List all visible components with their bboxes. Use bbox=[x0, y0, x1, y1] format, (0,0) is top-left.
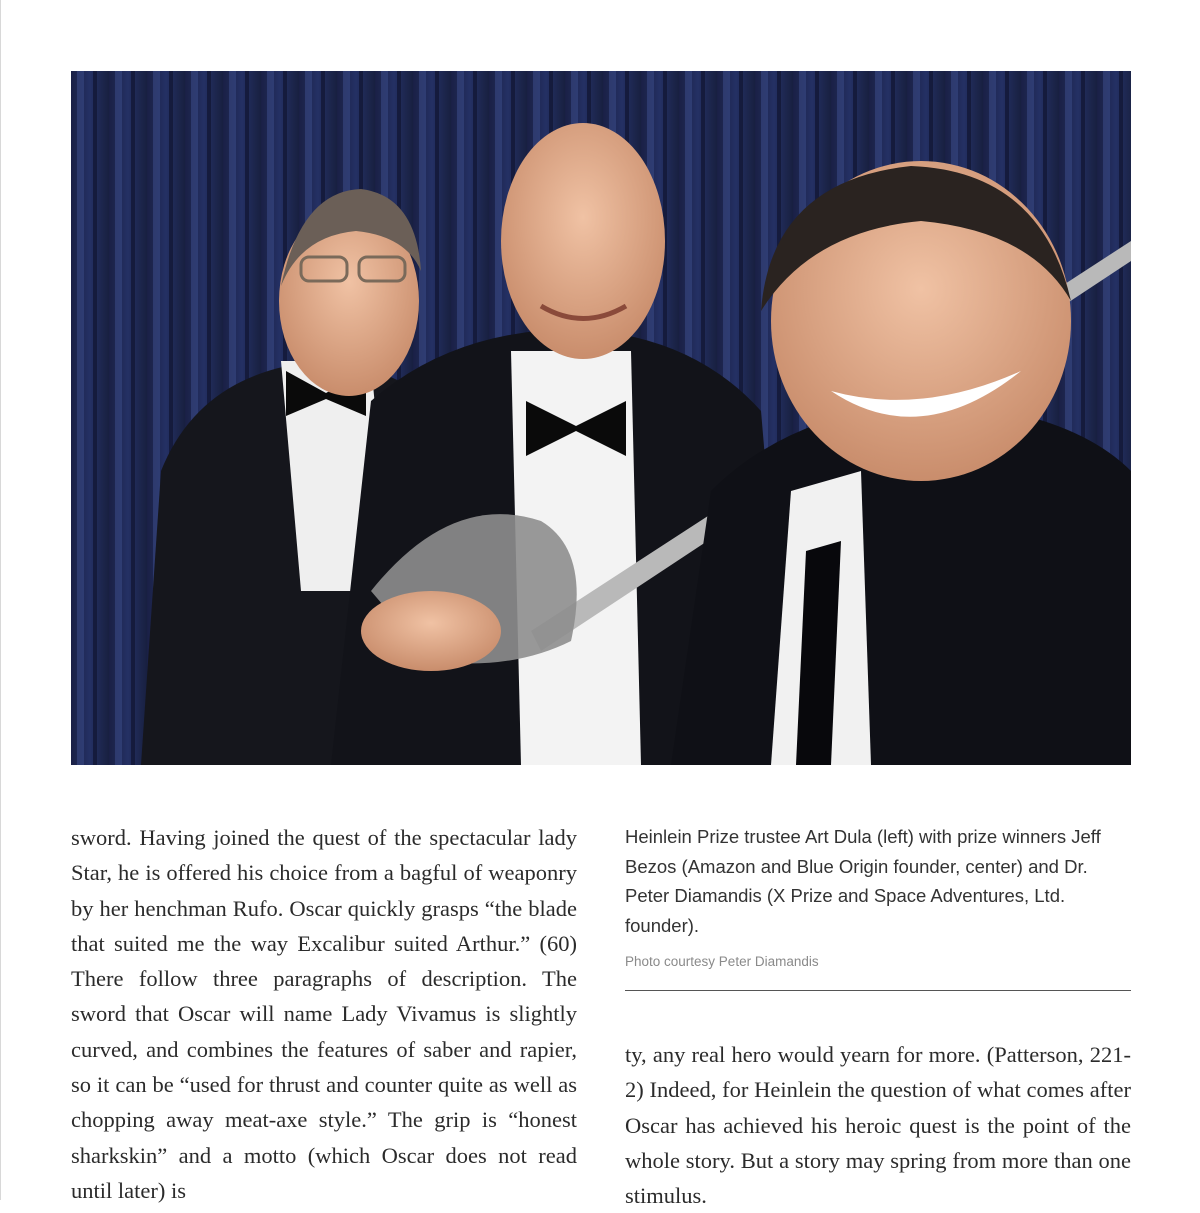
center-man-face bbox=[501, 123, 665, 359]
page-edge bbox=[0, 0, 1, 1200]
article-photo bbox=[71, 71, 1131, 765]
photo-caption bbox=[625, 822, 1131, 969]
article-left-column: sword. Having joined the quest of the spectacular lady Star, he is offered his choice from a bagful of weaponry by her henchman Rufo. Oscar quickly grasps “the blade that suited me the way Excalibur suited Arthur.” (60) There follow three paragraphs of description. The sword that Oscar will name Lady Vivamus is slightly curved, and combines the features of saber and rapier, so it can be “used for thrust and counter quite as well as chopping away meat-axe style.” The grip is “honest sharkskin” and a motto (which Oscar does not read until later) is bbox=[71, 825, 577, 1203]
caption-divider bbox=[625, 990, 1131, 991]
article-right-column: ty, any real hero would yearn for more. (Patterson, 221-2) Indeed, for Heinlein the question of what comes after Oscar has achieved his heroic quest is the point of the whole story. But a story may spring from more than one stimulus. bbox=[625, 1042, 1131, 1209]
hand bbox=[361, 591, 501, 671]
caption-text: Heinlein Prize trustee Art Dula (left) with prize winners Jeff Bezos (Amazon and Blue Origin founder, center) and Dr. Peter Diamandis (X Prize and Space Adventures, Ltd. founder). bbox=[625, 826, 1101, 936]
photo-credit: Photo courtesy Peter Diamandis bbox=[625, 954, 819, 969]
photo-illustration bbox=[71, 71, 1131, 765]
